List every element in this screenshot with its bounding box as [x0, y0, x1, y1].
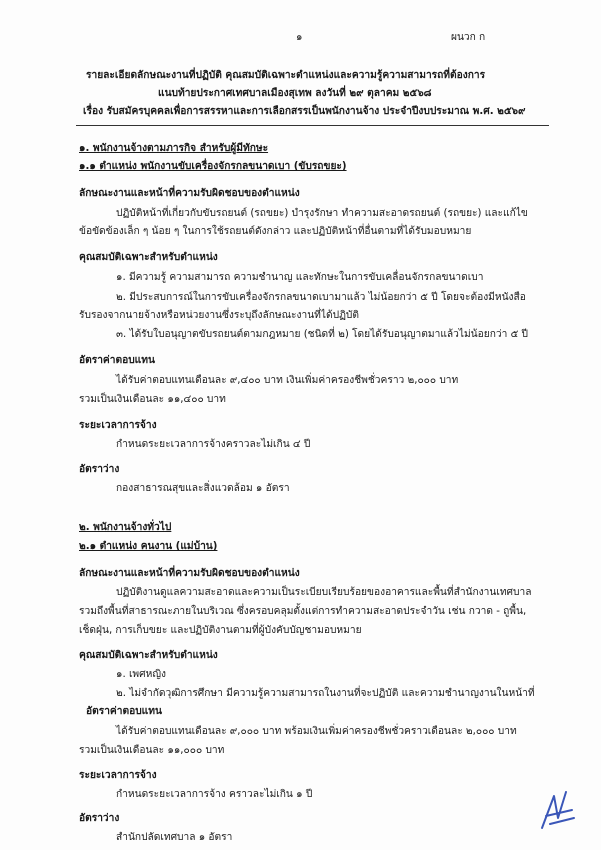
section-1-vacancy-heading: อัตราว่าง — [79, 464, 120, 475]
title-line-3: เรื่อง รับสมัครบุคคลเพื่อการสรรหาและการเลือกสรรเป็นพนักงานจ้าง ประจำปีงบประมาณ พ.ศ. ๒๕๖๙ — [83, 106, 526, 117]
section-2-duties-line-1: ปฏิบัติงานดูแลความสะอาดและความเป็นระเบียบเรียบร้อยของอาคารและพื้นที่สำนักงานเทศบาล — [116, 587, 532, 598]
section-1-heading: ๑. พนักงานจ้างตามภารกิจ สำหรับผู้มีทักษะ — [79, 143, 269, 154]
section-2-vacancy-line: สำนักปลัดเทศบาล ๑ อัตรา — [116, 832, 233, 843]
section-1-duties-line-1: ปฏิบัติหน้าที่เกี่ยวกับขับรถยนต์ (รถขยะ) บำรุงรักษา ทำความสะอาดรถยนต์ (รถขยะ) และแก้ไข — [116, 208, 528, 219]
title-line-2: แนบท้ายประกาศเทศบาลเมืองสุเทพ ลงวันที่ ๒๙ ตุลาคม ๒๕๖๘ — [158, 88, 432, 99]
section-1-pay-line-2: รวมเป็นเงินเดือนละ ๑๑,๔๐๐ บาท — [79, 394, 226, 405]
section-2-duties-line-2: รวมถึงพื้นที่สาธารณะภายในบริเวณ ซึ่งครอบคลุมตั้งแต่การทำความสะอาดประจำวัน เช่น กวาด - ถูพื้น, — [79, 606, 527, 617]
section-2-vacancy-heading: อัตราว่าง — [79, 813, 120, 824]
section-2-duties-heading: ลักษณะงานและหน้าที่ความรับผิดชอบของตำแหน่ง — [79, 568, 300, 579]
section-1-qual-heading: คุณสมบัติเฉพาะสำหรับตำแหน่ง — [79, 252, 218, 263]
section-1-duties-line-2: ข้อขัดข้องเล็ก ๆ น้อย ๆ ในการใช้รถยนต์ดังกล่าว และปฏิบัติหน้าที่อื่นตามที่ได้รับมอบหมาย — [79, 226, 472, 237]
section-2-qual-1: ๑. เพศหญิง — [116, 669, 166, 680]
section-2-term-line: กำหนดระยะเวลาการจ้าง คราวละไม่เกิน ๑ ปี — [116, 789, 313, 800]
section-2-qual-2: ๒. ไม่จำกัดวุฒิการศึกษา มีความรู้ความสามารถในงานที่จะปฏิบัติ และความชำนาญงานในหน้าที่ — [116, 688, 535, 699]
section-2-position: ๒.๑ ตำแหน่ง คนงาน (แม่บ้าน) — [79, 541, 218, 552]
section-1-pay-heading: อัตราค่าตอบแทน — [79, 355, 155, 366]
section-1-qual-2a: ๒. มีประสบการณ์ในการขับเครื่องจักรกลขนาดเบามาแล้ว ไม่น้อยกว่า ๕ ปี โดยจะต้องมีหนังสือ — [116, 292, 526, 303]
section-1-term-heading: ระยะเวลาการจ้าง — [79, 420, 157, 431]
section-1-vacancy-line: กองสาธารณสุขและสิ่งแวดล้อม ๑ อัตรา — [116, 483, 290, 494]
page-number: ๑ — [296, 32, 303, 43]
section-1-qual-3: ๓. ได้รับใบอนุญาตขับรถยนต์ตามกฎหมาย (ชนิดที่ ๒) โดยได้รับอนุญาตมาแล้วไม่น้อยกว่า ๕ ปี — [116, 329, 529, 340]
section-2-heading: ๒. พนักงานจ้างทั่วไป — [79, 522, 172, 533]
section-2-duties-line-3: เช็ดฝุ่น, การเก็บขยะ และปฏิบัติงานตามที่ผู้บังคับบัญชามอบหมาย — [79, 625, 362, 636]
section-1-qual-2b: รับรองจากนายจ้างหรือหน่วยงานซึ่งระบุถึงลักษณะงานที่ได้ปฏิบัติ — [79, 310, 360, 321]
section-2-pay-line-1: ได้รับค่าตอบแทนเดือนละ ๙,๐๐๐ บาท พร้อมเงินเพิ่มค่าครองชีพชั่วคราวเดือนละ ๒,๐๐๐ บาท — [116, 726, 517, 737]
title-divider — [76, 125, 549, 126]
signature-mark — [538, 788, 578, 833]
section-2-qual-heading: คุณสมบัติเฉพาะสำหรับตำแหน่ง — [79, 650, 218, 661]
section-1-pay-line-1: ได้รับค่าตอบแทนเดือนละ ๙,๔๐๐ บาท เงินเพิ่มค่าครองชีพชั่วคราว ๒,๐๐๐ บาท — [116, 375, 459, 386]
section-2-term-heading: ระยะเวลาการจ้าง — [79, 770, 157, 781]
section-1-position: ๑.๑ ตำแหน่ง พนักงานขับเครื่องจักรกลขนาดเบา (ขับรถขยะ) — [79, 161, 347, 172]
annex-label: ผนวก ก — [451, 32, 486, 43]
section-1-duties-heading: ลักษณะงานและหน้าที่ความรับผิดชอบของตำแหน่ง — [79, 188, 300, 199]
title-line-1: รายละเอียดลักษณะงานที่ปฏิบัติ คุณสมบัติเฉพาะตำแหน่งและความรู้ความสามารถที่ต้องการ — [86, 70, 486, 81]
section-2-pay-heading: อัตราค่าตอบแทน — [86, 706, 162, 717]
section-1-term-line: กำหนดระยะเวลาการจ้างคราวละไม่เกิน ๔ ปี — [116, 439, 311, 450]
section-2-pay-line-2: รวมเป็นเงินเดือนละ ๑๑,๐๐๐ บาท — [79, 745, 225, 756]
section-1-qual-1: ๑. มีความรู้ ความสามารถ ความชำนาญ และทักษะในการขับเคลื่อนจักรกลขนาดเบา — [116, 272, 484, 283]
